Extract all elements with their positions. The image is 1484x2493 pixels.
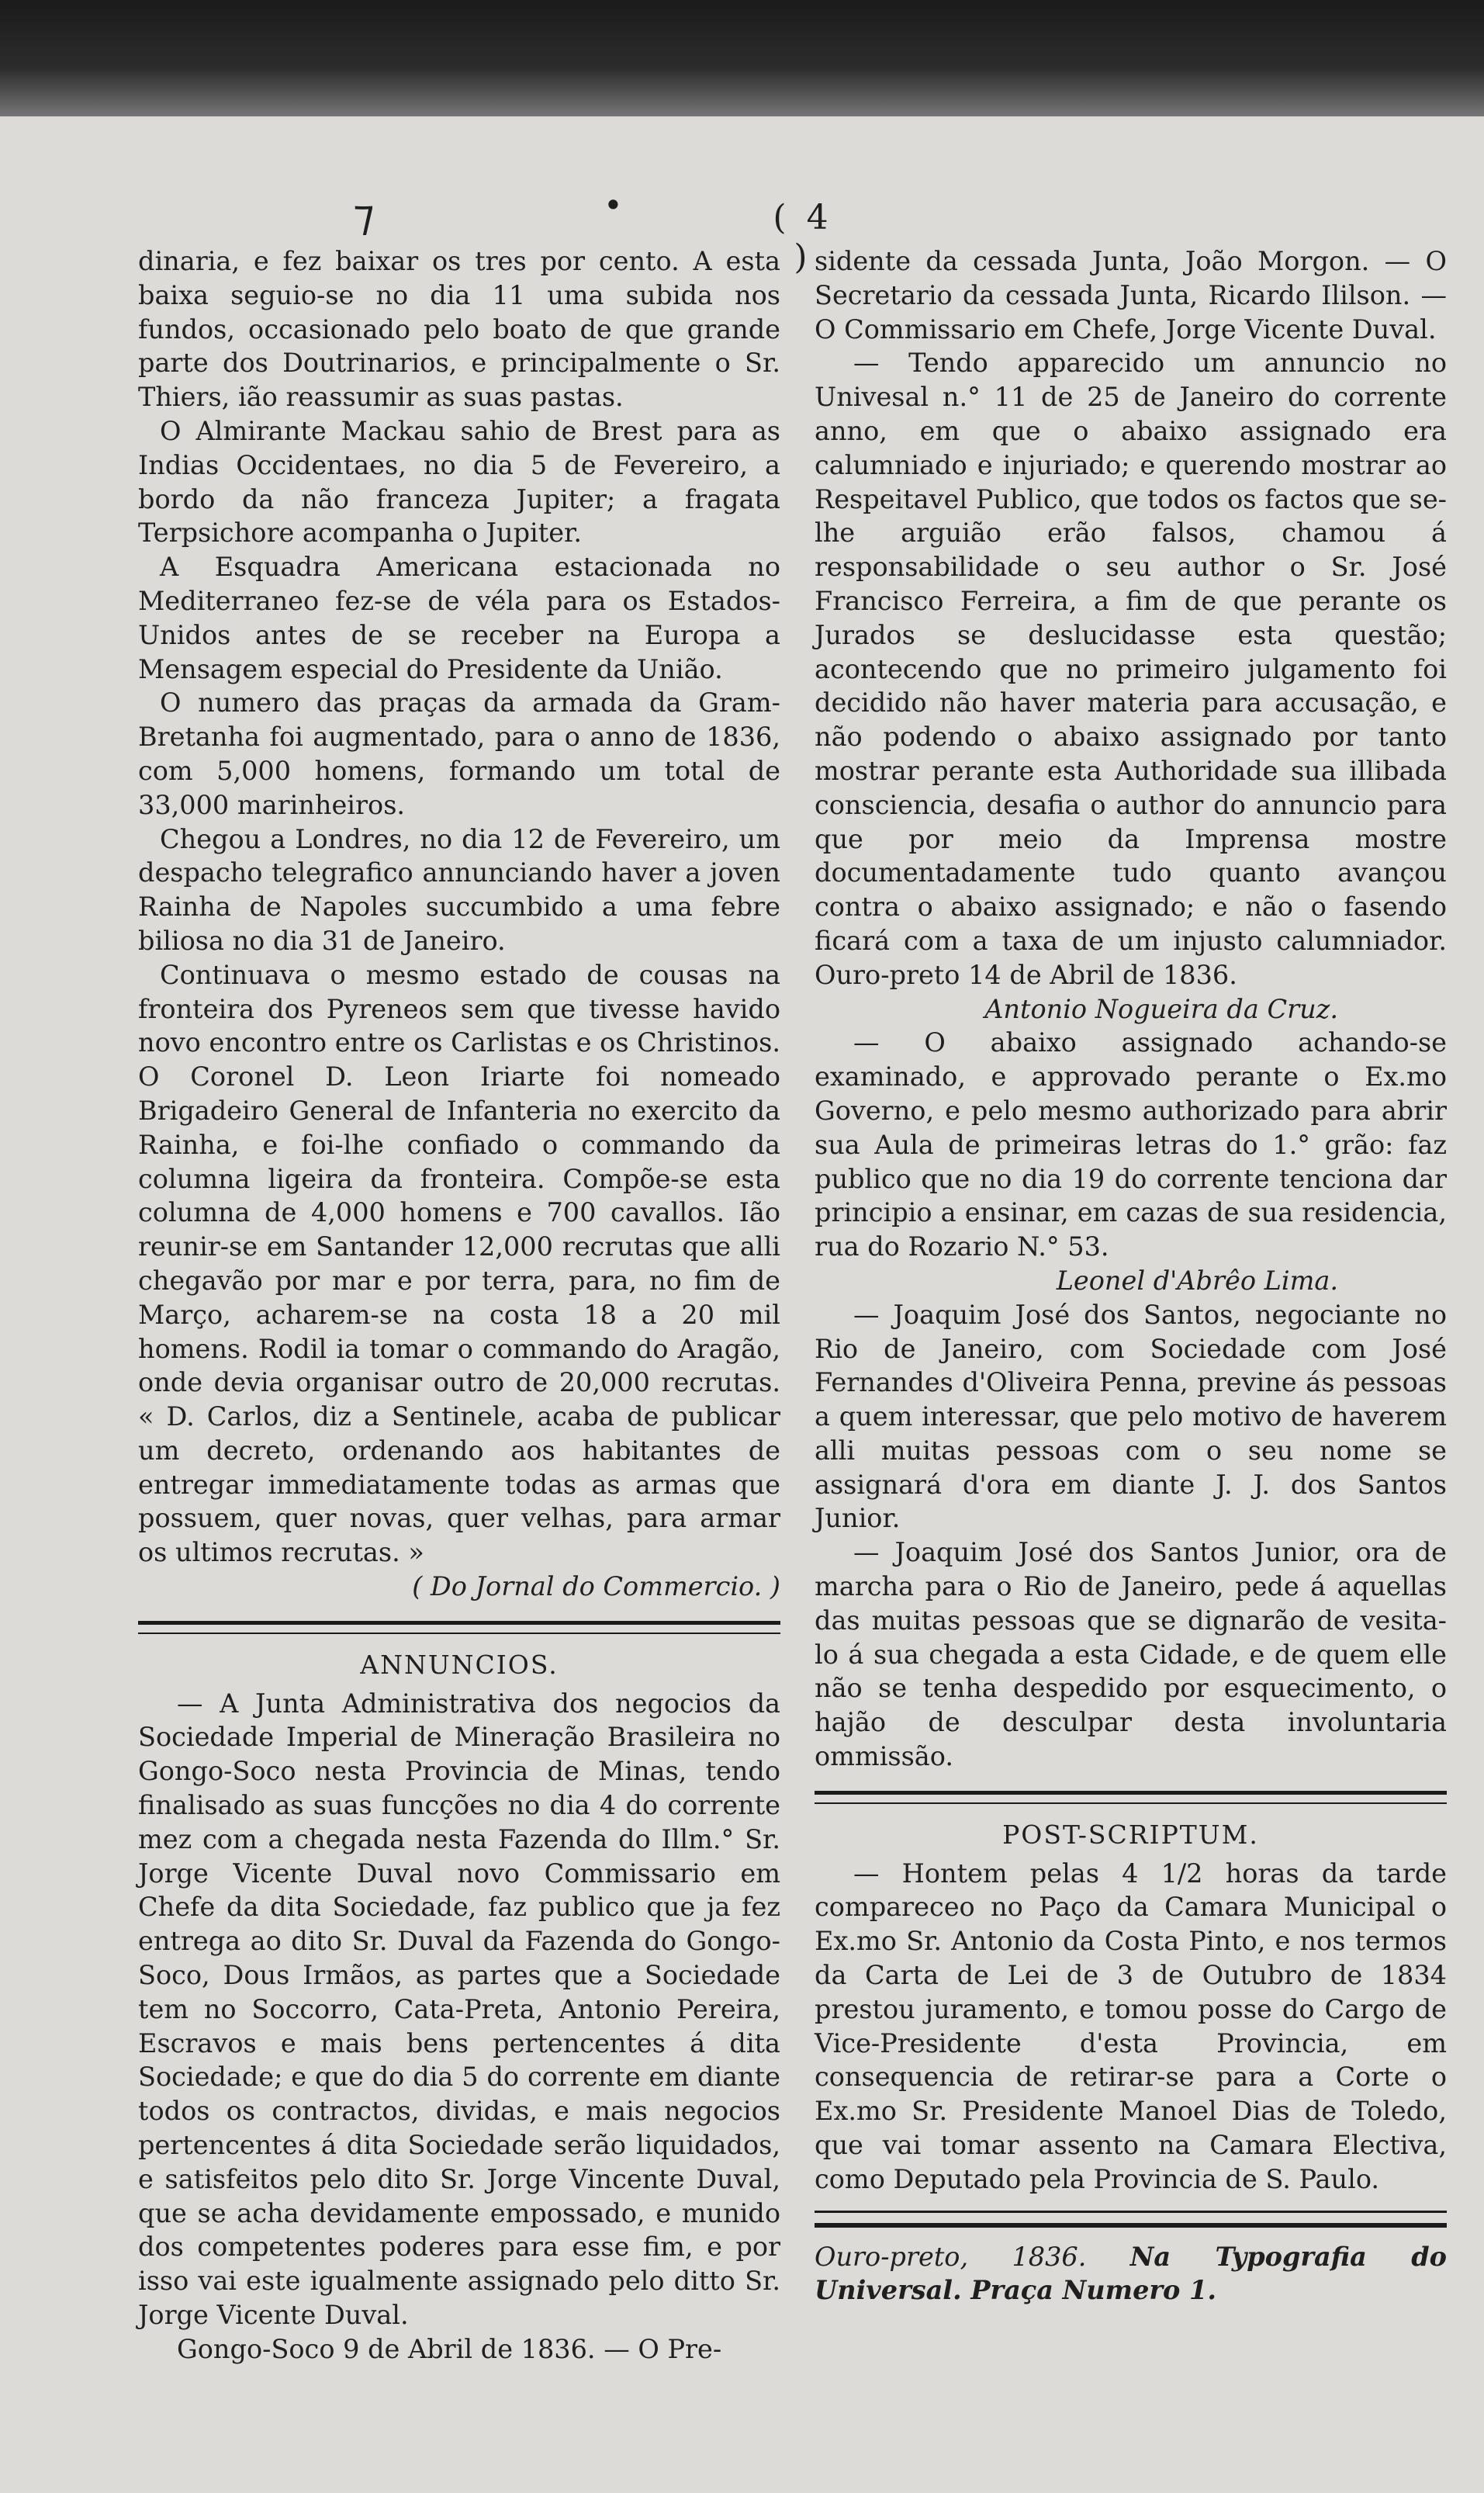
section-divider [815,1791,1447,1804]
article-paragraph: dinaria, e fez baixar os tres por cento. A esta baixa seguio-se no dia 11 uma subida nos fundos, occasionado pelo boato de que grande parte dos Doutrinarios, e principalmente o Sr. Thiers, ião reassumir as suas pastas. [138,246,780,413]
imprint [815,2240,1447,2308]
imprint-divider [815,2211,1447,2228]
announcement: — Tendo apparecido um annuncio no Univesal n.° 11 de 25 de Janeiro do corrente anno, em que o abaixo assignado era calumniado e injuriado; e querendo mostrar ao Respeitavel Publico, que todos os factos que se-lhe arguião erão falsos, chamou á responsabilidade o seu author o Sr. José Francisco Ferreira, a fim de que perante os Jurados se deslucidasse esta questão; acontecendo que no primeiro julgamento foi decidido não haver materia para accusação, e não podendo o abaixo assignado por tanto mostrar perante esta Authoridade sua illibada consciencia, desafia o author do annuncio para que por meio da Imprensa mostre documentadamente tudo quanto avançou contra o abaixo assignado; e não o fasendo ficará com a taxa de um injusto calumniador. Ouro-preto 14 de Abril de 1836. [815,348,1447,990]
announcement-signature: Antonio Nogueira da Cruz. [984,993,1338,1024]
announcement: — Joaquim José dos Santos Junior, ora de marcha para o Rio de Janeiro, pede á aquellas das muitas pessoas que se dignarão de vesita-lo á sua chegada a esta Cidade, e de quem elle não se tenha despedido por esquecimento, o hajão de desculpar desta involuntaria ommissão. [815,1537,1447,1772]
announcement: — Joaquim José dos Santos, negociante no Rio de Janeiro, com Sociedade com José Fernandes d'Oliveira Penna, previne ás pessoas a quem interessar, que pelo motivo de haverem alli muitas pessoas com o seu nome se assignará d'ora em diante J. J. dos Santos Junior. [815,1299,1447,1534]
left-column [138,244,780,2367]
article-paragraph: Continuava o mesmo estado de cousas na fronteira dos Pyreneos sem que tivesse havido novo encontro entre os Carlistas e os Christinos. O Coronel D. Leon Iriarte foi nomeado Brigadeiro General de Infanteria no exercito da Rainha, e foi-lhe confiado o commando da columna ligeira da fronteira. Compõe-se esta columna de 4,000 homens e 700 cavallos. Ião reunir-se em Santander 12,000 recrutas que alli chegavão por mar e por terra, para, no fim de Março, acharem-se na costa 18 a 20 mil homens. Rodil ia tomar o commando do Aragão, onde devia organisar outro de 20,000 recrutas. « D. Carlos, diz a Sentinele, acaba de publicar um decreto, ordenando aos habitantes de entregar immediatamente todas as armas que possuem, quer novas, quer velhas, para armar os ultimos recrutas. » [138,959,780,1568]
imprint-place: Ouro-preto, 1836. [815,2241,1087,2272]
page-mark-dot: • [604,186,623,224]
announcement-signature: Leonel d'Abrêo Lima. [1056,1265,1338,1296]
article-paragraph: A Esquadra Americana estacionada no Mediterraneo fez-se de véla para os Estados-Unidos antes de se receber na Europa a Mensagem especial do Presidente da União. [138,552,780,684]
article-paragraph: O Almirante Mackau sahio de Brest para as Indias Occidentaes, no dia 5 de Fevereiro, a bordo da não franceza Jupiter; a fragata Terpsichore acompanha o Jupiter. [138,415,780,549]
page-mark-glyph: ⁊ [353,190,375,241]
article-paragraph: O numero das praças da armada da Gram-Bretanha foi augmentado, para o anno de 1836, com 5,000 homens, formando um total de 33,000 marinheiros. [138,687,780,820]
post-scriptum-text: — Hontem pelas 4 1/2 horas da tarde compareceo no Paço da Camara Municipal o Ex.mo Sr. Antonio da Costa Pinto, e nos termos da Carta de Lei de 3 de Outubro de 1834 prestou juramento, e tomou posse do Cargo de Vice-Presidente d'esta Provincia, em consequencia de retirar-se para a Corte o Ex.mo Sr. Presidente Manoel Dias de Toledo, que vai tomar assento na Camara Electiva, como Deputado pela Provincia de S. Paulo. [815,1858,1447,2194]
right-column [815,244,1447,2308]
section-divider [138,1621,780,1634]
announcement-continuation: sidente da cessada Junta, João Morgon. — O Secretario da cessada Junta, Ricardo Ililson. — O Commissario em Chefe, Jorge Vicente Duval. [815,246,1447,345]
post-scriptum-heading: POST-SCRIPTUM. [1002,1819,1259,1850]
annuncios-heading: ANNUNCIOS. [360,1649,559,1680]
announcement: — A Junta Administrativa dos negocios da Sociedade Imperial de Mineração Brasileira no Gongo-Soco nesta Provincia de Minas, tendo finalisado as suas funcções no dia 4 do corrente mez com a chegada nesta Fazenda do Illm.° Sr. Jorge Vicente Duval novo Commissario em Chefe da dita Sociedade, faz publico que ja fez entrega ao dito Sr. Duval da Fazenda do Gongo-Soco, Dous Irmãos, as partes que a Sociedade tem no Soccorro, Cata-Preta, Antonio Pereira, Escravos e mais bens pertencentes á dita Sociedade; e que do dia 5 do corrente em diante todos os contractos, dividas, e mais negocios pertencentes á dita Sociedade serão liquidados, e satisfeitos pelo dito Sr. Jorge Vincente Duval, que se acha devidamente empossado, e munido dos competentes poderes para esse fim, e por isso vai este igualmente assignado pelo ditto Sr. Jorge Vicente Duval. [138,1688,780,2331]
announcement: — O abaixo assignado achando-se examinado, e approvado perante o Ex.mo Governo, e pelo mesmo authorizado para abrir sua Aula de primeiras letras do 1.° grão: faz publico que no dia 19 do corrente tenciona dar principio a ensinar, em cazas de sua residencia, rua do Rozario N.° 53. [815,1027,1447,1262]
page-number: ( 4 ) [773,198,833,277]
imprint-press: Na Typografia do Universal. Praça Numero 1. [815,2241,1447,2306]
article-paragraph: Chegou a Londres, no dia 12 de Fevereiro, um despacho telegrafico annunciando haver a joven Rainha de Napoles succumbido a uma febre biliosa no dia 31 de Janeiro. [138,823,780,956]
announcement-date: Gongo-Soco 9 de Abril de 1836. — O Pre- [177,2333,722,2364]
source-citation: ( Do Jornal do Commercio. ) [412,1571,780,1602]
